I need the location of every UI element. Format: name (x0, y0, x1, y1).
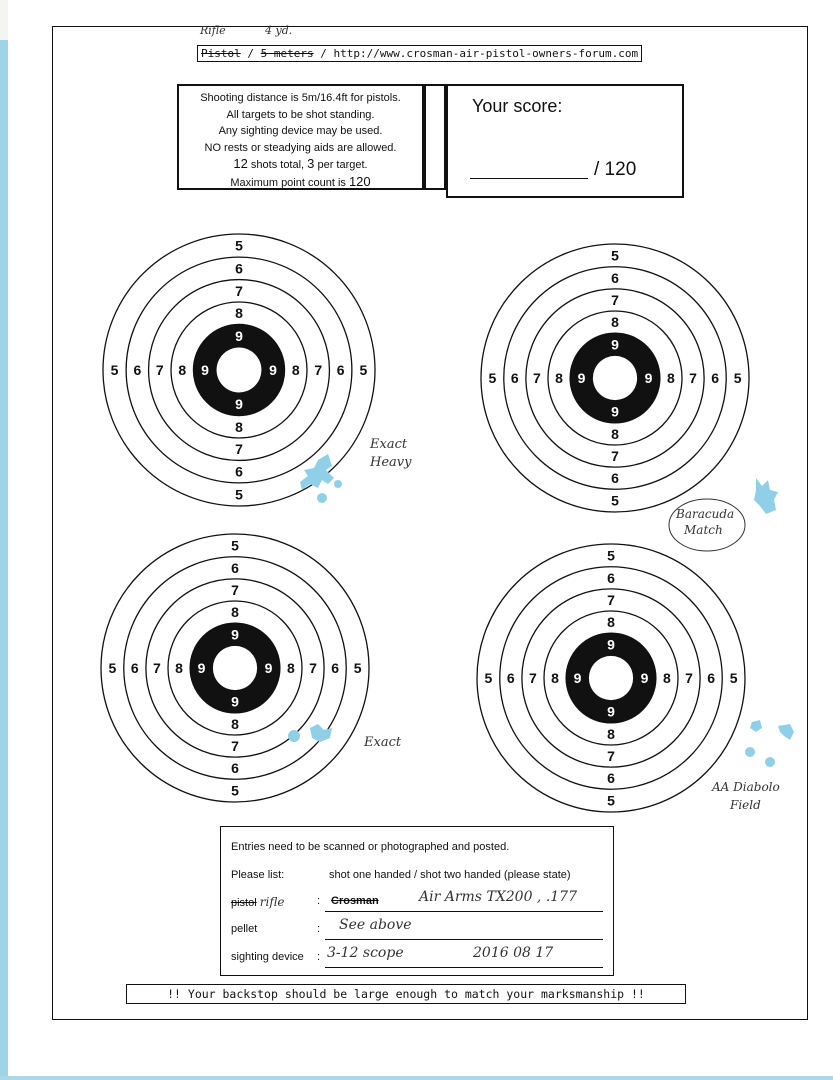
score-label-left-5: 5 (488, 370, 497, 386)
score-label-top-8: 8 (231, 604, 239, 621)
score-label-right-6: 6 (707, 670, 716, 686)
score-label-bottom-5: 5 (611, 492, 619, 509)
score-label-top-5: 5 (235, 237, 243, 254)
score-label-right-7: 7 (685, 670, 693, 686)
score-label-left-7: 7 (529, 670, 537, 686)
score-label-top-6: 6 (231, 559, 239, 576)
score-label-left-6: 6 (510, 370, 519, 386)
forum-url: http://www.crosman-air-pistol-owners-forum.com (333, 47, 639, 60)
score-label-right-7: 7 (689, 370, 697, 386)
score-label-left-9: 9 (197, 660, 206, 676)
score-label-right-8: 8 (287, 660, 295, 676)
score-label-left-9: 9 (577, 370, 586, 386)
rule-sighting: Any sighting device may be used. (218, 125, 383, 137)
score-label-left-6: 6 (133, 362, 142, 378)
score-label-right-5: 5 (733, 370, 742, 386)
pellet-marks-target-1 (292, 448, 352, 510)
score-label-bottom-5: 5 (607, 792, 615, 809)
score-label-left-8: 8 (178, 362, 187, 378)
score-label-right-8: 8 (667, 370, 675, 386)
pellet-marks-target-4 (740, 716, 800, 776)
score-label-top-6: 6 (607, 569, 615, 586)
sight-colon: : (317, 951, 321, 963)
entries-box (220, 826, 614, 976)
sight-value: 3-12 scope (327, 945, 404, 961)
score-label-left-8: 8 (551, 670, 559, 686)
meters-struck-text: 5 meters (260, 47, 314, 60)
pistol-label: pistol rifle (231, 895, 285, 909)
pistol-value-struck: Crosman (331, 895, 379, 907)
score-label-bottom-5: 5 (231, 782, 239, 799)
scan-bottom-edge (0, 1076, 833, 1080)
ring-10-center (593, 356, 637, 400)
rule-distance: Shooting distance is 5m/16.4ft for pistols. (200, 92, 401, 104)
pellet-value: See above (339, 917, 412, 933)
score-label-left-7: 7 (533, 370, 541, 386)
score-label-left-6: 6 (506, 670, 515, 686)
score-label-top-7: 7 (231, 581, 239, 598)
score-label-top-6: 6 (235, 260, 243, 277)
score-label-top-9: 9 (611, 336, 619, 353)
pellet-marks-target-2 (746, 470, 786, 520)
pistol-colon: : (317, 895, 321, 907)
score-label-bottom-9: 9 (235, 396, 243, 412)
score-label-bottom-9: 9 (231, 693, 239, 710)
score-label-right-9: 9 (644, 370, 653, 386)
rule-standing: All targets to be shot standing. (226, 108, 375, 121)
header-separator-2: / (313, 47, 334, 60)
target-3 (99, 532, 371, 804)
ring-10-center (217, 348, 262, 393)
score-label-bottom-9: 9 (611, 403, 619, 420)
divider-box (424, 84, 446, 190)
pistol-struck-text: Pistol (201, 47, 241, 60)
pellet-colon: : (317, 923, 321, 935)
score-label-bottom-9: 9 (607, 703, 615, 720)
rules-box (177, 84, 424, 190)
score-label-top-7: 7 (611, 291, 619, 308)
score-label-bottom-6: 6 (607, 770, 615, 787)
score-label-top-9: 9 (607, 636, 615, 653)
score-label-top-7: 7 (235, 282, 243, 299)
score-label-left-6: 6 (130, 660, 139, 676)
target-2 (479, 242, 751, 514)
score-label-top-8: 8 (611, 314, 619, 331)
note-target-2: Baracuda Match (676, 507, 735, 537)
target-4 (475, 542, 747, 814)
note-target-1: Exact Heavy (370, 437, 412, 470)
note-target-3: Exact (364, 735, 402, 750)
score-label: Your score: (472, 96, 563, 116)
score-label-left-8: 8 (555, 370, 563, 386)
score-label-bottom-6: 6 (231, 760, 239, 777)
entry-date: 2016 08 17 (473, 945, 554, 961)
score-label-right-8: 8 (663, 670, 671, 686)
score-blank-line (470, 178, 588, 179)
score-label-bottom-8: 8 (235, 418, 243, 435)
handwritten-distance: 4 yd. (265, 24, 293, 37)
ring-10-center (589, 656, 633, 700)
score-label-right-9: 9 (264, 660, 273, 676)
score-label-right-9: 9 (640, 670, 649, 686)
score-label-left-5: 5 (484, 670, 493, 686)
pistol-line (325, 911, 603, 912)
note-target-4: AA Diabolo Field (712, 780, 780, 812)
rule-no-rests: NO rests or steadying aids are allowed. (204, 141, 397, 154)
score-label-left-7: 7 (155, 362, 164, 378)
score-label-right-6: 6 (331, 660, 340, 676)
score-label-right-5: 5 (729, 670, 738, 686)
score-label-top-5: 5 (611, 247, 619, 264)
score-label-bottom-7: 7 (235, 441, 243, 458)
footer-warning: !! Your backstop should be large enough to match your marksmanship !! (126, 984, 686, 1004)
hand-options: shot one handed / shot two handed (please state) (329, 869, 571, 881)
score-label-bottom-7: 7 (231, 738, 239, 755)
ring-10-center (213, 646, 257, 690)
please-list-label: Please list: (231, 869, 285, 881)
score-label-bottom-6: 6 (611, 470, 619, 487)
score-label-left-9: 9 (573, 670, 582, 686)
score-label-top-8: 8 (607, 614, 615, 631)
pellet-marks-target-3 (282, 720, 342, 750)
header-separator: / (240, 47, 261, 60)
score-label-right-8: 8 (291, 362, 300, 378)
sight-label: sighting device (231, 951, 304, 963)
score-label-left-9: 9 (201, 362, 209, 378)
score-label-right-9: 9 (269, 362, 277, 378)
score-label-top-5: 5 (607, 547, 615, 564)
score-label-bottom-5: 5 (235, 486, 243, 503)
score-label-left-7: 7 (153, 660, 161, 676)
pistol-value: Air Arms TX200 , .177 (419, 889, 577, 905)
header-bar (197, 45, 642, 62)
rule-shots: 12 shots total, 3 per target. (233, 156, 368, 171)
entries-intro: Entries need to be scanned or photographed and posted. (231, 841, 510, 853)
sight-line (325, 967, 603, 968)
rule-max-points: Maximum point count is 120 (230, 173, 371, 189)
pellet-line (325, 939, 603, 940)
score-label-bottom-8: 8 (611, 425, 619, 442)
score-label-top-9: 9 (235, 328, 243, 344)
score-label-top-8: 8 (235, 305, 243, 322)
score-label-left-8: 8 (175, 660, 183, 676)
score-label-top-5: 5 (231, 537, 239, 554)
score-label-right-6: 6 (711, 370, 720, 386)
score-label-right-5: 5 (359, 362, 368, 378)
score-label-top-6: 6 (611, 269, 619, 286)
score-label-right-7: 7 (314, 362, 323, 378)
score-label-right-7: 7 (309, 660, 317, 676)
score-label-right-6: 6 (336, 362, 345, 378)
score-label-right-5: 5 (353, 660, 362, 676)
score-label-left-5: 5 (108, 660, 117, 676)
score-label-bottom-8: 8 (607, 725, 615, 742)
score-label-bottom-7: 7 (607, 748, 615, 765)
score-label-left-5: 5 (110, 362, 119, 378)
score-box (446, 84, 684, 198)
score-label-bottom-7: 7 (611, 448, 619, 465)
score-max: / 120 (594, 159, 637, 180)
handwritten-rifle: Rifle (200, 24, 226, 37)
score-label-top-7: 7 (607, 591, 615, 608)
score-label-top-9: 9 (231, 626, 239, 643)
score-label-bottom-8: 8 (231, 715, 239, 732)
pellet-label: pellet (231, 923, 258, 935)
score-label-bottom-6: 6 (235, 463, 243, 480)
